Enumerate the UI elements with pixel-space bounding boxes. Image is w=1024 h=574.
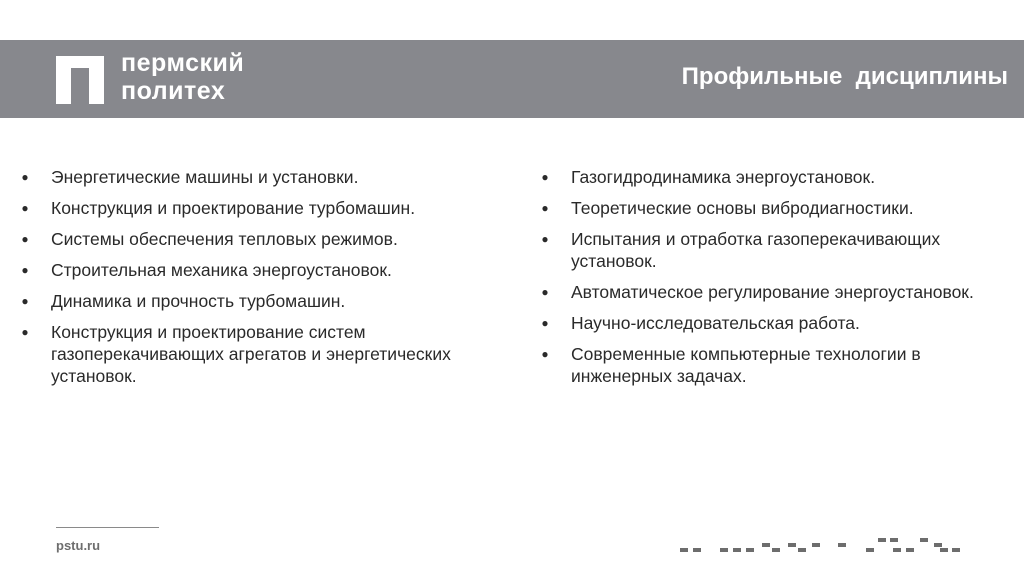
decorative-dash xyxy=(940,548,948,552)
list-item: ● Динамика и прочность турбомашин. xyxy=(16,290,486,312)
bullet-icon: ● xyxy=(541,285,549,299)
list-item: ● Энергетические машины и установки. xyxy=(16,166,486,188)
list-item: ● Системы обеспечения тепловых режимов. xyxy=(16,228,486,250)
bullet-icon: ● xyxy=(21,325,29,339)
list-item: ● Теоретические основы вибродиагностики. xyxy=(536,197,1006,219)
decorative-dash xyxy=(720,548,728,552)
decorative-dash xyxy=(812,543,820,547)
logo-line-1: пермский xyxy=(121,49,245,77)
decorative-dash xyxy=(772,548,780,552)
bullet-icon: ● xyxy=(21,294,29,308)
bullet-icon: ● xyxy=(541,201,549,215)
page-title: Профильные дисциплины xyxy=(681,63,1008,90)
decorative-dash xyxy=(733,548,741,552)
bullet-icon: ● xyxy=(21,201,29,215)
bullet-icon: ● xyxy=(541,347,549,361)
decorative-dash xyxy=(838,543,846,547)
decorative-dash xyxy=(693,548,701,552)
list-item: ● Современные компьютерные технологии в инженерных задачах. xyxy=(536,343,1006,387)
decorative-dash xyxy=(788,543,796,547)
decorative-dash xyxy=(934,543,942,547)
bullet-icon: ● xyxy=(21,170,29,184)
decorative-dash xyxy=(866,548,874,552)
list-item: ● Испытания и отработка газоперекачивающих установок. xyxy=(536,228,1006,272)
decorative-dash xyxy=(746,548,754,552)
top-margin xyxy=(0,0,1024,40)
logo-mark-icon xyxy=(56,56,104,104)
footer-site-link: pstu.ru xyxy=(56,538,101,553)
decorative-dash xyxy=(798,548,806,552)
decorative-dash xyxy=(878,538,886,542)
disciplines-list-left xyxy=(16,166,486,396)
bullet-icon: ● xyxy=(541,232,549,246)
logo-line-2: политех xyxy=(121,77,226,105)
decorative-dash xyxy=(952,548,960,552)
decorative-dash xyxy=(762,543,770,547)
decorative-dash xyxy=(906,548,914,552)
footer-divider xyxy=(56,527,159,528)
bullet-icon: ● xyxy=(21,263,29,277)
list-item: ● Газогидродинамика энергоустановок. xyxy=(536,166,1006,188)
logo-text xyxy=(121,49,244,105)
decorative-dash xyxy=(890,538,898,542)
bullet-icon: ● xyxy=(21,232,29,246)
decorative-dash xyxy=(920,538,928,542)
decorative-dash xyxy=(893,548,901,552)
list-item: ● Конструкция и проектирование систем газоперекачивающих агрегатов и энергетических установок. xyxy=(16,321,486,387)
decorative-dash xyxy=(680,548,688,552)
list-item: ● Научно-исследовательская работа. xyxy=(536,312,1006,334)
bullet-icon: ● xyxy=(541,316,549,330)
disciplines-list-right xyxy=(536,166,1006,396)
list-item: ● Строительная механика энергоустановок. xyxy=(16,259,486,281)
list-item: ● Автоматическое регулирование энергоустановок. xyxy=(536,281,1006,303)
list-item: ● Конструкция и проектирование турбомашин. xyxy=(16,197,486,219)
bullet-icon: ● xyxy=(541,170,549,184)
